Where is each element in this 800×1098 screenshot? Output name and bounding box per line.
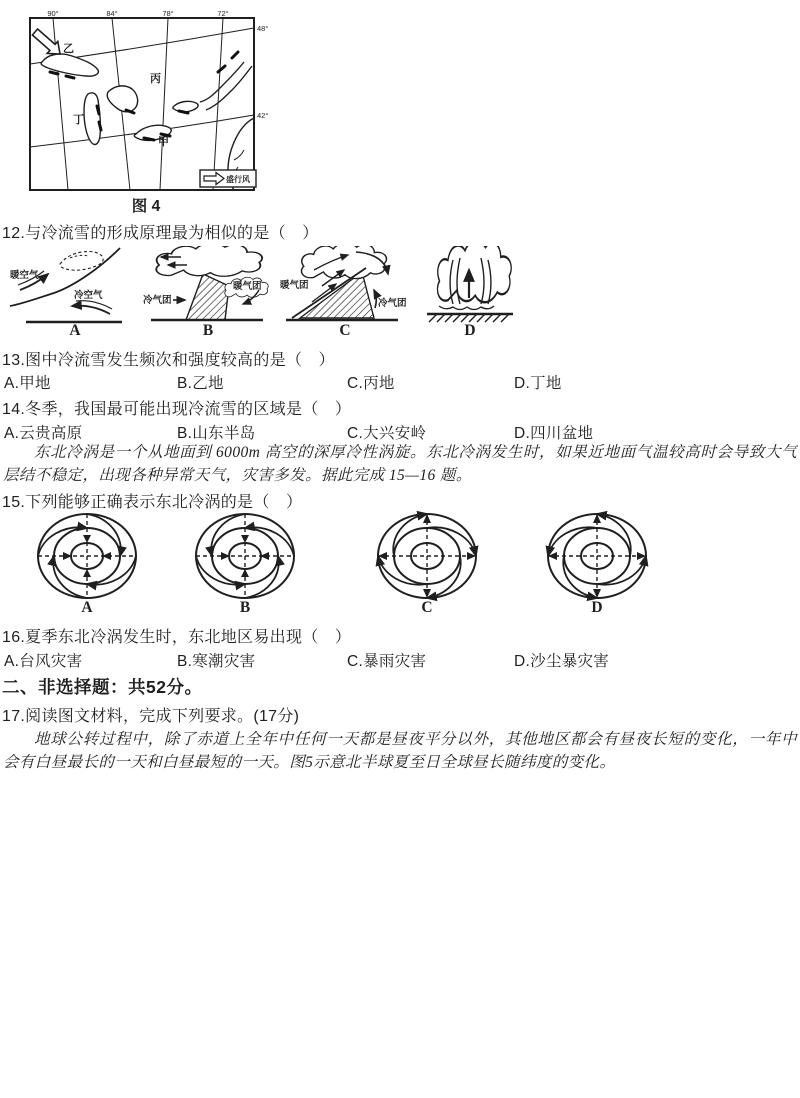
option-b: B.寒潮灾害 [177, 653, 256, 670]
diagram-label-c: C [339, 322, 351, 339]
option-a: A.甲地 [4, 375, 51, 392]
prevailing-wind-arrow-icon [32, 29, 60, 54]
warm-airmass-label: 暖气团 [233, 281, 262, 292]
weather-diagram-b [141, 246, 275, 324]
region-label-ding: 丁 [73, 114, 84, 126]
option-b: B.乙地 [177, 375, 224, 392]
weather-diagram-a [8, 246, 142, 324]
option-c: C.大兴安岭 [347, 425, 427, 442]
lon-tick: 78° [162, 10, 174, 18]
option-b: B.山东半岛 [177, 425, 256, 442]
cold-air-label: 冷空气 [74, 290, 103, 301]
lat-tick: 42° [257, 111, 269, 120]
passage-17: 地球公转过程中，除了赤道上全年中任何一天都是昼夜平分以外，其他地区都会有昼夜长短的变化，一年中会有白昼最长的一天和白昼最短的一天。图5示意北半球夏至日全球昼长随纬度的变化。 [3, 731, 797, 771]
region-label-bing: 丙 [150, 73, 161, 85]
weather-diagram-d [403, 246, 537, 324]
lat-tick: 48° [257, 24, 269, 33]
option-a: A.台风灾害 [4, 653, 83, 670]
weather-diagram-c [278, 246, 412, 324]
option-d: D.四川盆地 [514, 425, 594, 442]
region-label-jia: 甲 [158, 136, 169, 148]
q16-options [2, 649, 798, 669]
diagram-label-b: B [202, 322, 214, 339]
option-a: A.云贵高原 [4, 425, 83, 442]
lon-tick: 72° [217, 10, 229, 18]
region-label-yi: 乙 [63, 43, 74, 55]
option-c: C.暴雨灾害 [347, 653, 427, 670]
vortex-diagram-d [545, 511, 649, 603]
vortex-diagram-b [193, 511, 297, 603]
section-2-title: 二、非选择题：共52分。 [2, 677, 203, 697]
option-c: C.丙地 [347, 375, 395, 392]
option-d: D.沙尘暴灾害 [514, 653, 610, 670]
figure4-caption: 图 4 [131, 198, 161, 215]
question-14: 14.冬季，我国最可能出现冷流雪的区域是（ ） [2, 401, 352, 418]
vortex-diagram-a [35, 511, 139, 603]
vortex-label-d: D [591, 599, 603, 616]
cold-airmass-label: 冷气团 [143, 295, 172, 306]
question-15: 15.下列能够正确表示东北冷涡的是（ ） [2, 494, 303, 511]
map-legend [200, 170, 256, 187]
warm-air-label: 暖空气 [10, 270, 39, 281]
question-13: 13.图中冷流雪发生频次和强度较高的是（ ） [2, 352, 335, 369]
q14-options [2, 421, 798, 441]
question-17: 17.阅读图文材料，完成下列要求。(17分) [2, 708, 300, 725]
question-12: 12.与冷流雪的形成原理最为相似的是（ ） [2, 225, 319, 242]
question-16: 16.夏季东北冷涡发生时，东北地区易出现（ ） [2, 629, 352, 646]
figure4-map [28, 10, 274, 194]
vortex-label-b: B [239, 599, 251, 616]
cold-airmass-label: 冷气团 [378, 298, 407, 309]
lon-tick: 84° [106, 10, 118, 18]
legend-label: 盛行风 [226, 175, 250, 184]
q13-options [2, 371, 798, 391]
lon-tick: 90° [47, 10, 59, 18]
warm-airmass-label: 暖气团 [280, 280, 309, 291]
vortex-label-a: A [81, 599, 93, 616]
ground-hatching [429, 314, 509, 322]
vortex-label-c: C [421, 599, 433, 616]
vortex-diagram-c [375, 511, 479, 603]
option-d: D.丁地 [514, 375, 562, 392]
diagram-label-d: D [464, 322, 476, 339]
passage-15-16: 东北冷涡是一个从地面到 6000m 高空的深厚冷性涡旋。东北冷涡发生时，如果近地面气温较高时会导致大气层结不稳定，出现各种异常天气，灾害多发。据此完成 15—16 题。 [3, 444, 797, 484]
diagram-label-a: A [69, 322, 81, 339]
